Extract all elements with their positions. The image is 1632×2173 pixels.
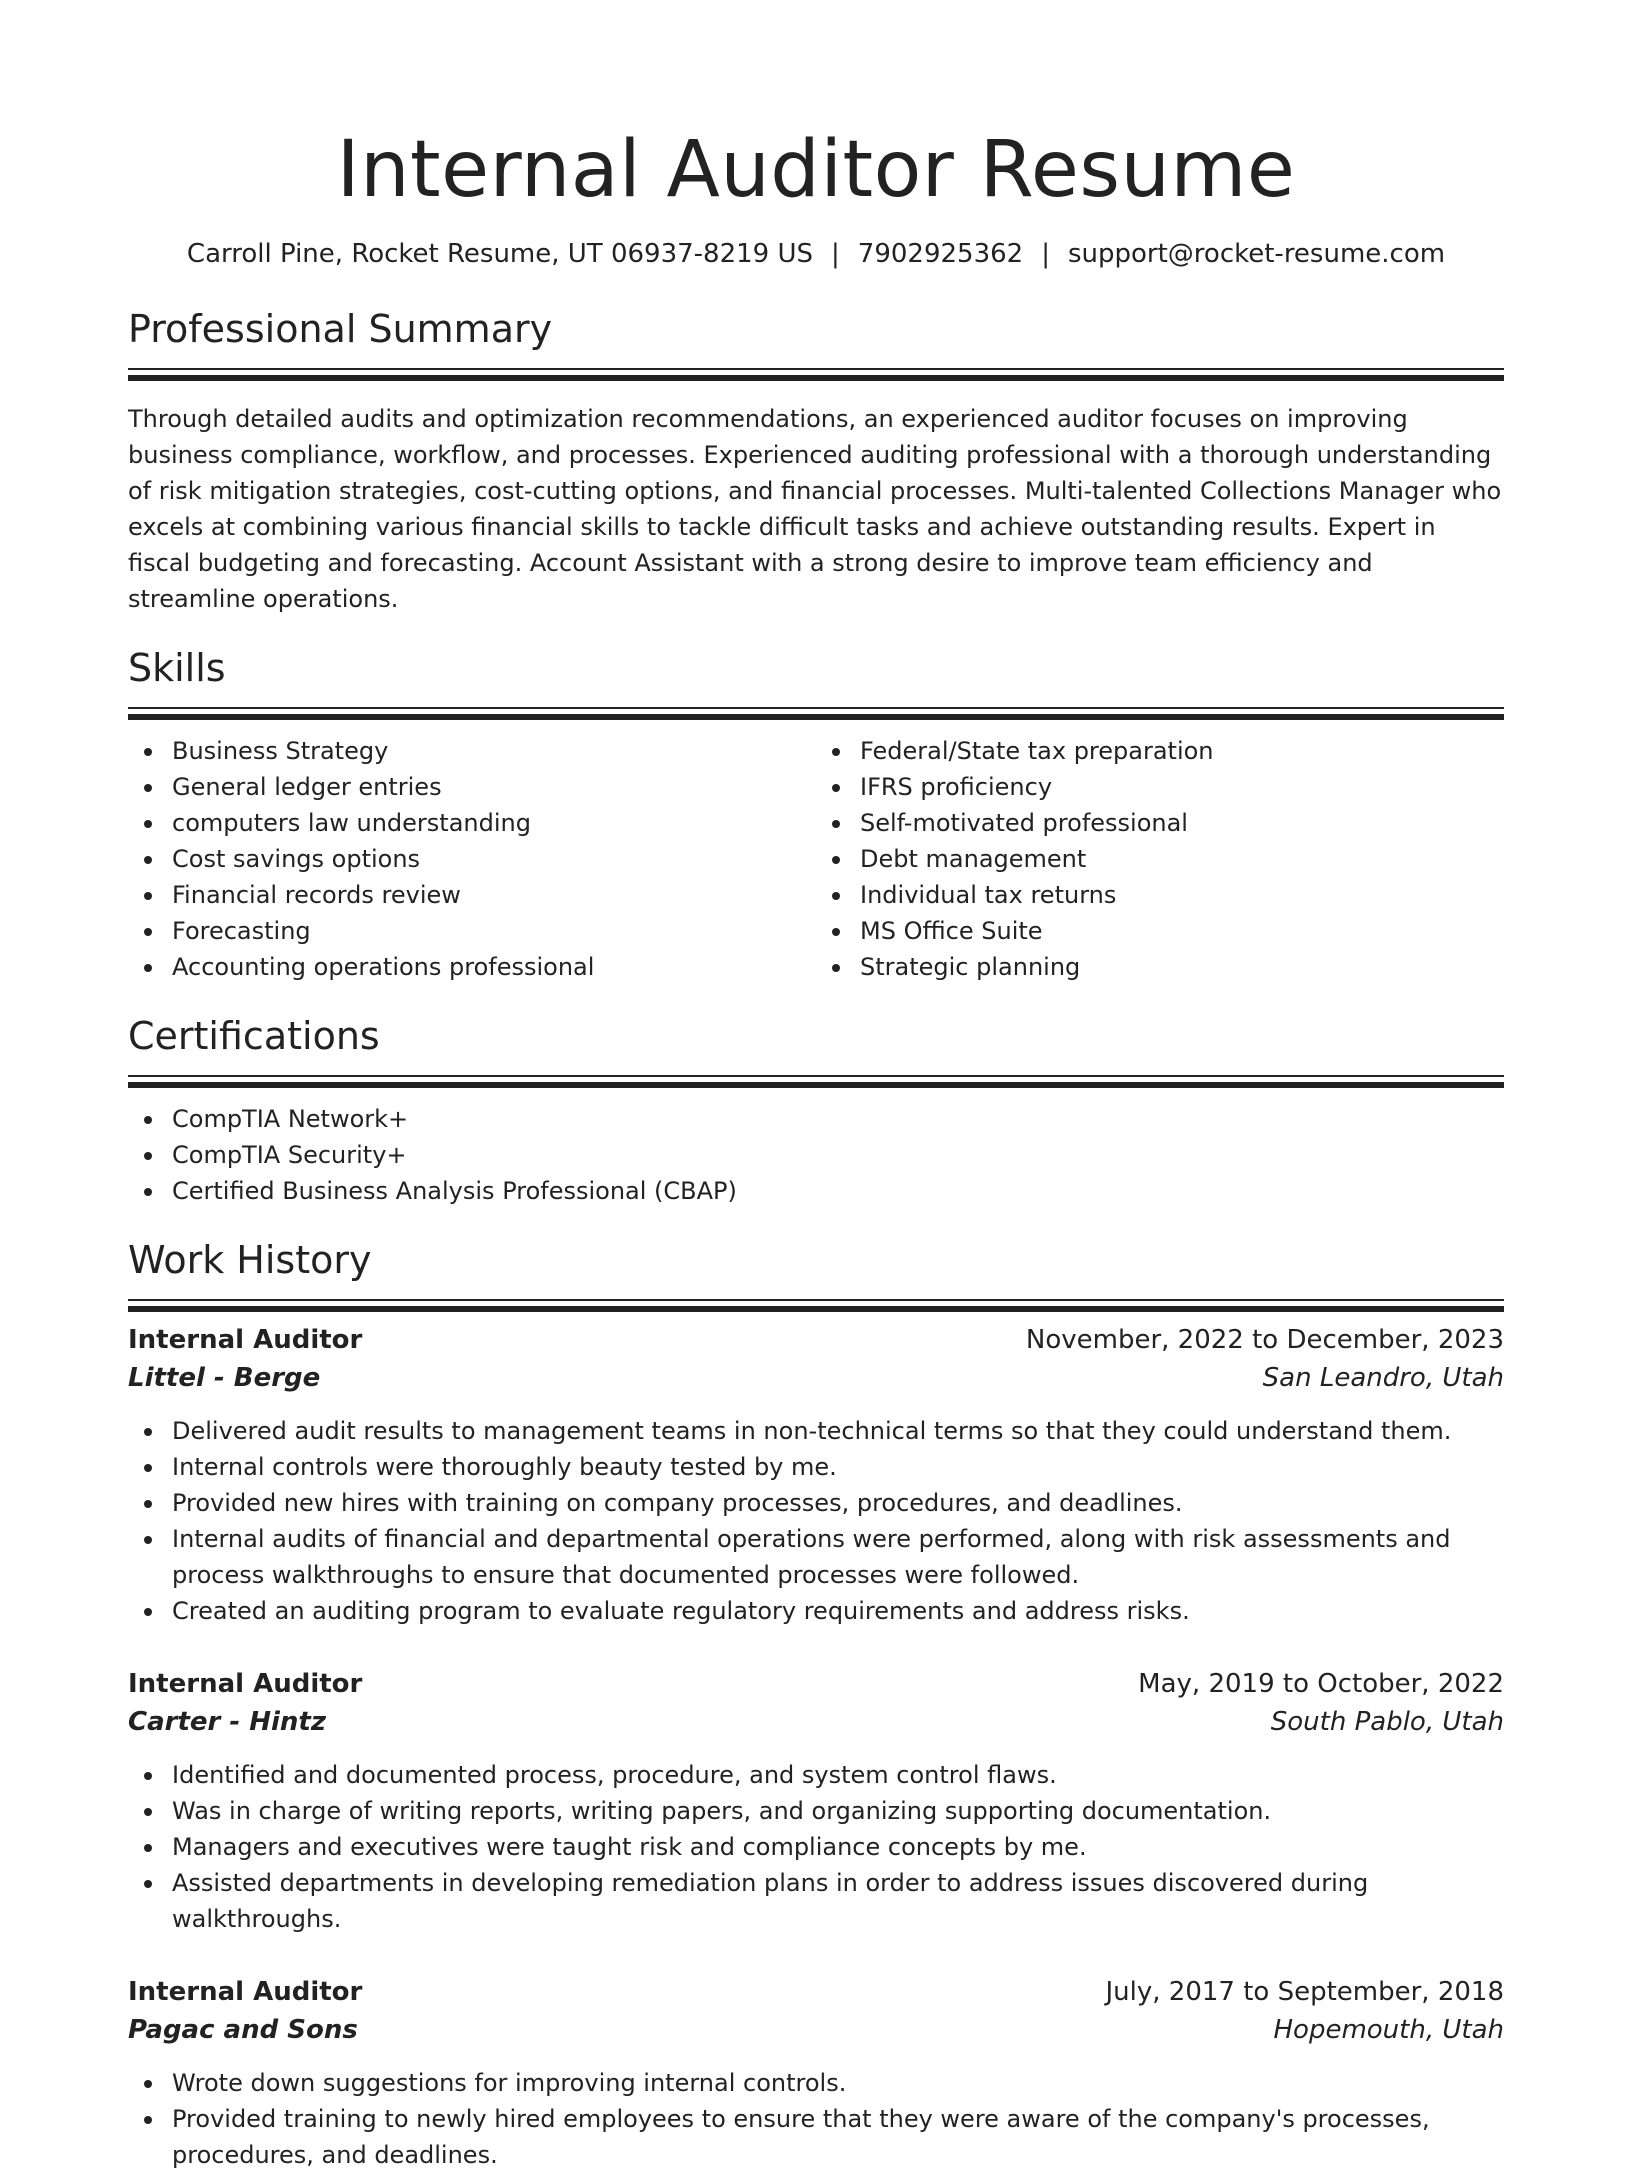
- certifications-section: [128, 1011, 1504, 1209]
- section-divider: [128, 368, 1504, 370]
- skill-item: General ledger entries: [172, 769, 816, 805]
- job-header-row: [128, 1973, 1504, 2011]
- certification-item: CompTIA Network+: [172, 1101, 1504, 1137]
- contact-line: [128, 236, 1504, 272]
- job-duty: Created an auditing program to evaluate regulatory requirements and address risks.: [172, 1593, 1504, 1629]
- skill-item: IFRS proficiency: [860, 769, 1504, 805]
- job-duty: Managers and executives were taught risk and compliance concepts by me.: [172, 1829, 1504, 1865]
- skill-item: Strategic planning: [860, 949, 1504, 985]
- skill-item: Individual tax returns: [860, 877, 1504, 913]
- section-divider: [128, 1299, 1504, 1301]
- job-dates: May, 2019 to October, 2022: [1138, 1669, 1504, 1699]
- contact-phone: 7902925362: [857, 239, 1024, 269]
- job-duty: Was in charge of writing reports, writing papers, and organizing supporting documentation.: [172, 1793, 1504, 1829]
- job-duty: Provided new hires with training on company processes, procedures, and deadlines.: [172, 1485, 1504, 1521]
- skill-item: Forecasting: [172, 913, 816, 949]
- skills-list-right: [816, 733, 1504, 985]
- professional-summary-section: [128, 304, 1504, 617]
- job-company: Littel - Berge: [128, 1363, 321, 1393]
- summary-text: Through detailed audits and optimization recommendations, an experienced auditor focuses on improving business compliance, workflow, and processes. Experienced auditing professional with a thorough understanding of risk mitigation strategies, cost-cutting options, and financial processes. Multi-talented Collections Manager who excels at combining various financial skills to tackle difficult tasks and achieve outstanding results. Expert in fiscal budgeting and forecasting. Account Assistant with a strong desire to improve team efficiency and streamline operations.: [128, 405, 1502, 613]
- job-company-row: [128, 2011, 1504, 2049]
- job-entry: [128, 1665, 1504, 1937]
- job-location: Hopemouth, Utah: [1273, 2015, 1504, 2045]
- skill-item: MS Office Suite: [860, 913, 1504, 949]
- skill-item: Business Strategy: [172, 733, 816, 769]
- job-title: Internal Auditor: [128, 1325, 363, 1355]
- resume-page: [128, 0, 1504, 2173]
- job-company-row: [128, 1359, 1504, 1397]
- section-heading: Certifications: [128, 1014, 380, 1058]
- contact-separator: |: [831, 239, 840, 269]
- skill-item: Debt management: [860, 841, 1504, 877]
- job-location: South Pablo, Utah: [1270, 1707, 1504, 1737]
- job-dates: November, 2022 to December, 2023: [1025, 1325, 1504, 1355]
- job-duty: Identified and documented process, procedure, and system control flaws.: [172, 1757, 1504, 1793]
- section-divider: [128, 1075, 1504, 1077]
- contact-separator: |: [1041, 239, 1050, 269]
- job-dates: July, 2017 to September, 2018: [1105, 1977, 1504, 2007]
- skills-columns: [128, 733, 1504, 985]
- section-divider: [128, 707, 1504, 709]
- resume-title: Internal Auditor Resume: [336, 125, 1296, 215]
- work-history-section: [128, 1235, 1504, 2173]
- job-duty: Assisted departments in developing remediation plans in order to address issues discovered during walkthroughs.: [172, 1865, 1504, 1937]
- section-heading: Professional Summary: [128, 307, 553, 351]
- contact-email: support@rocket-resume.com: [1067, 239, 1446, 269]
- skills-list-left: [128, 733, 816, 985]
- skills-section: [128, 643, 1504, 985]
- certifications-list: [128, 1101, 1504, 1209]
- job-duties-list: [128, 1413, 1504, 1629]
- job-company: Carter - Hintz: [128, 1707, 326, 1737]
- section-heading: Skills: [128, 646, 226, 690]
- skill-item: computers law understanding: [172, 805, 816, 841]
- job-header-row: [128, 1321, 1504, 1359]
- job-duty: Delivered audit results to management teams in non-technical terms so that they could understand them.: [172, 1413, 1504, 1449]
- skill-item: Self-motivated professional: [860, 805, 1504, 841]
- job-header-row: [128, 1665, 1504, 1703]
- certification-item: CompTIA Security+: [172, 1137, 1504, 1173]
- section-heading: Work History: [128, 1238, 372, 1282]
- skill-item: Federal/State tax preparation: [860, 733, 1504, 769]
- job-entry: [128, 1321, 1504, 1629]
- job-entry: [128, 1973, 1504, 2173]
- skill-item: Financial records review: [172, 877, 816, 913]
- job-company: Pagac and Sons: [128, 2015, 358, 2045]
- certification-item: Certified Business Analysis Professional (CBAP): [172, 1173, 1504, 1209]
- job-duties-list: [128, 1757, 1504, 1937]
- job-duty: Provided training to newly hired employees to ensure that they were aware of the company's processes, procedures, and deadlines.: [172, 2101, 1504, 2173]
- job-title: Internal Auditor: [128, 1669, 363, 1699]
- contact-address: Carroll Pine, Rocket Resume, UT 06937-8219 US: [186, 239, 814, 269]
- job-duty: Internal controls were thoroughly beauty tested by me.: [172, 1449, 1504, 1485]
- job-duties-list: [128, 2065, 1504, 2173]
- skill-item: Cost savings options: [172, 841, 816, 877]
- job-location: San Leandro, Utah: [1262, 1363, 1504, 1393]
- job-duty: Internal audits of financial and departmental operations were performed, along with risk assessments and process walkthroughs to ensure that documented processes were followed.: [172, 1521, 1504, 1593]
- job-duty: Wrote down suggestions for improving internal controls.: [172, 2065, 1504, 2101]
- job-company-row: [128, 1703, 1504, 1741]
- skill-item: Accounting operations professional: [172, 949, 816, 985]
- job-title: Internal Auditor: [128, 1977, 363, 2007]
